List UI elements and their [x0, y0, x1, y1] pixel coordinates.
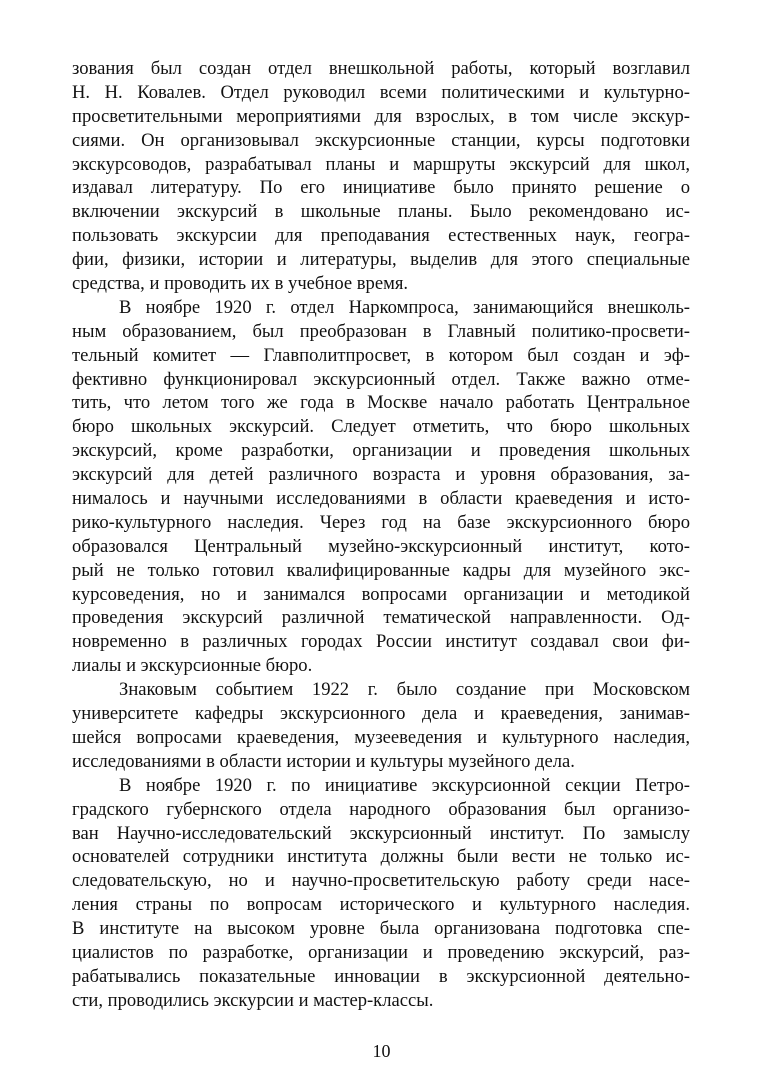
text-line: сиями. Он организовывал экскурсионные станции, курсы подготовки [72, 129, 690, 151]
text-line: образовался Центральный музейно-экскурсионный институт, кото- [72, 535, 690, 557]
text-line: экскурсий для детей различного возраста и уровня образования, за- [72, 464, 690, 486]
paragraph [72, 296, 690, 678]
paragraph [72, 774, 690, 1013]
text-line: рабатывались показательные инновации в экскурсионной деятельно- [72, 965, 690, 987]
text-line: бюро школьных экскурсий. Следует отметить, что бюро школьных [72, 416, 690, 438]
text-line: рый не только готовил квалифицированные кадры для музейного экс- [72, 559, 690, 581]
text-line: циалистов по разработке, организации и проведению экскурсий, раз- [72, 941, 690, 963]
text-line: ления страны по вопросам исторического и культурного наследия. [72, 894, 690, 916]
text-line: Знаковым событием 1922 г. было создание при Московском [119, 679, 690, 701]
text-line: экскурсоводов, разрабатывал планы и маршруты экскурсий для школ, [72, 153, 690, 175]
text-line: следовательскую, но и научно-просветительскую работу среди насе- [72, 870, 690, 892]
paragraph [72, 678, 690, 774]
text-line: пользовать экскурсии для преподавания естественных наук, геогра- [72, 225, 690, 247]
text-line: фективно функционировал экскурсионный отдел. Также важно отме- [72, 368, 690, 390]
text-line: фии, физики, истории и литературы, выделив для этого специальные [72, 249, 690, 271]
text-line: сти, проводились экскурсии и мастер-классы. [72, 989, 434, 1011]
body-text [72, 57, 690, 1013]
text-line: Н. Н. Ковалев. Отдел руководил всеми политическими и культурно- [72, 81, 690, 103]
text-line: лиалы и экскурсионные бюро. [72, 655, 313, 677]
paragraph [72, 57, 690, 296]
text-line: В институте на высоком уровне была организована подготовка спе- [72, 918, 690, 940]
text-line: нималось и научными исследованиями в области краеведения и исто- [72, 488, 690, 510]
text-line: включении экскурсий в школьные планы. Было рекомендовано ис- [72, 201, 690, 223]
text-line: зования был создан отдел внешкольной работы, который возглавил [72, 58, 690, 79]
text-line: проведения экскурсий различной тематической направленности. Од- [72, 607, 690, 629]
text-line: градского губернского отдела народного образования был организо- [72, 798, 690, 820]
text-line: тить, что летом того же года в Москве начало работать Центральное [72, 392, 690, 414]
text-line: рико-культурного наследия. Через год на базе экскурсионного бюро [72, 511, 690, 533]
text-line: средства, и проводить их в учебное время. [72, 273, 409, 295]
text-line: шейся вопросами краеведения, музееведения и культурного наследия, [72, 726, 690, 748]
text-line: просветительными мероприятиями для взрослых, в том числе экскур- [72, 105, 690, 127]
text-line: университете кафедры экскурсионного дела и краеведения, занимав- [72, 703, 690, 725]
text-line: В ноябре 1920 г. по инициативе экскурсионной секции Петро- [119, 774, 690, 796]
text-line: ным образованием, был преобразован в Главный политико-просвети- [72, 320, 690, 342]
text-line: ван Научно-исследовательский экскурсионный институт. По замыслу [72, 822, 690, 844]
text-line: основателей сотрудники института должны были вести не только ис- [72, 846, 690, 868]
text-line: экскурсий, кроме разработки, организации и проведения школьных [72, 440, 690, 462]
page-number: 10 [372, 1041, 391, 1061]
text-line: В ноябре 1920 г. отдел Наркомпроса, занимающийся внешколь- [119, 296, 690, 318]
text-line: курсоведения, но и занимался вопросами организации и методикой [72, 583, 690, 605]
text-line: издавал литературу. По его инициативе было принято решение о [72, 177, 690, 199]
text-line: исследованиями в области истории и культуры музейного дела. [72, 750, 575, 772]
text-line: новременно в различных городах России институт создавал свои фи- [72, 631, 690, 653]
text-line: тельный комитет — Главполитпросвет, в котором был создан и эф- [72, 344, 690, 366]
